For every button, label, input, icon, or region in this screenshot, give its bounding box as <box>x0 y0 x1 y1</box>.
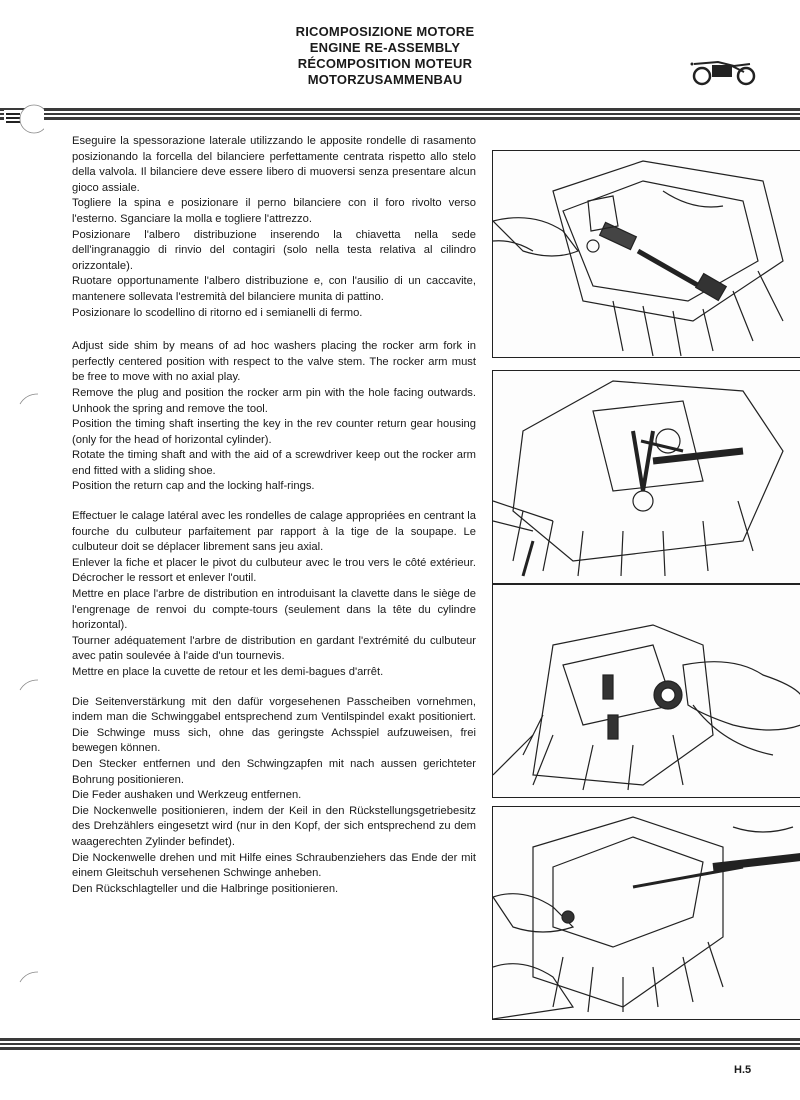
page-header <box>250 24 520 88</box>
motorcycle-icon <box>688 52 760 88</box>
title-italian: RICOMPOSIZIONE MOTORE <box>295 24 475 39</box>
paragraph-english: Adjust side shim by means of ad hoc washers placing the rocker arm fork in perfectly centered position with respect to the valve stem. The rocker arm must be free to move with no axial play. Remove the plug and position the rocker arm pin with the hole facing outwards. Unhook the spring and remove the tool. Position the timing shaft inserting the key in the rev counter return gear housing (only for the head of horizontal cylinder). Rotate the timing shaft and with the aid of a screwdriver keep out the rocker arm end fitted with a sliding shoe. Position the return cap and the locking half-rings. <box>72 340 476 493</box>
photo-timing-shaft <box>492 584 800 798</box>
instruction-text <box>72 134 476 911</box>
screwdriver-rocker-illustration <box>493 807 800 1019</box>
margin-mark <box>18 970 40 984</box>
footer-rule <box>0 1038 800 1051</box>
paragraph-german: Die Seitenverstärkung mit den dafür vorgesehenen Passcheiben vornehmen, indem man die Schwinggabel entsprechend zum Ventilspindel exakt positioniert. Die Schwinge muss sich, ohne das geringste Achsspiel aufzuweisen, frei bewegen können. Den Stecker entfernen und den Schwingzapfen mit nach aussen gerichteter Bohrung positionieren. Die Feder aushaken und Werkzeug entfernen. Die Nockenwelle positionieren, indem der Keil in den Rückstellungsgetriebesitz des Drehzählers eingesetzt wird (nur in den Kopf, der sich entsprechend zu dem waagerechten Zylinder befindet). Die Nockenwelle drehen und mit Hilfe eines Schraubenziehers das Ende der mit einem Gleitschuh versehenen Schwinge anheben. Den Rückschlagteller und die Halbringe positionieren. <box>72 695 476 895</box>
title-german: MOTORZUSAMMENBAU <box>307 72 463 87</box>
cylinder-head-tool-illustration <box>493 371 800 583</box>
title-english: ENGINE RE-ASSEMBLY <box>309 40 461 55</box>
photo-cylinder-head-tool <box>492 370 800 584</box>
cylinder-head-rocker-pin-illustration <box>493 151 800 357</box>
page-tab-marker <box>4 100 44 140</box>
margin-mark <box>18 392 40 406</box>
photo-rocker-pin <box>492 150 800 358</box>
timing-shaft-illustration <box>493 585 800 797</box>
paragraph-italian: Eseguire la spessorazione laterale utilizzando le apposite rondelle di rasamento posizionando la forcella del bilanciere perfettamente centrata rispetto allo stelo della valvola. Il bilanciere deve essere libero di muoversi senza presentare alcun gioco assiale. Togliere la spina e posizionare il perno bilanciere con il foro rivolto verso l'esterno. Sganciare la molla e togliere l'attrezzo. Posizionare l'albero distribuzione inserendo la chiavetta nella sede dell'ingranaggio di rinvio del contagiri (solo nella testa relativa al cilindro orizzontale). Ruotare opportunamente l'albero distribuzione e, con l'ausilio di un caccavite, mantenere sollevata l'estremità del bilanciere munita di pattino. Posizionare lo scodellino di ritorno ed i semianelli di fermo. <box>72 135 476 319</box>
header-rule <box>0 108 800 121</box>
margin-mark <box>18 678 40 692</box>
title-french: RÉCOMPOSITION MOTEUR <box>297 56 473 71</box>
page-number: H.5 <box>734 1064 752 1076</box>
photo-screwdriver-rocker <box>492 806 800 1020</box>
paragraph-french: Effectuer le calage latéral avec les rondelles de calage appropriées en centrant la fourche du culbuteur parfaitement par rapport à la tige de la soupape. Le culbuteur doit se déplacer librement sans jeu axial. Enlever la fiche et placer le pivot du culbuteur avec le trou vers le côté extérieur. Décrocher le ressort et enlever l'outil. Mettre en place l'arbre de distribution en introduisant la clavette dans le siège de l'engrenage de renvoi du compte-tours (seulement dans la tête du cylindre horizontal). Tourner adéquatement l'arbre de distribution en gardant l'extrémité du culbuteur avec patin soulevée à l'aide d'un tournevis. Mettre en place la cuvette de retour et les demi-bagues d'arrêt. <box>72 510 476 678</box>
